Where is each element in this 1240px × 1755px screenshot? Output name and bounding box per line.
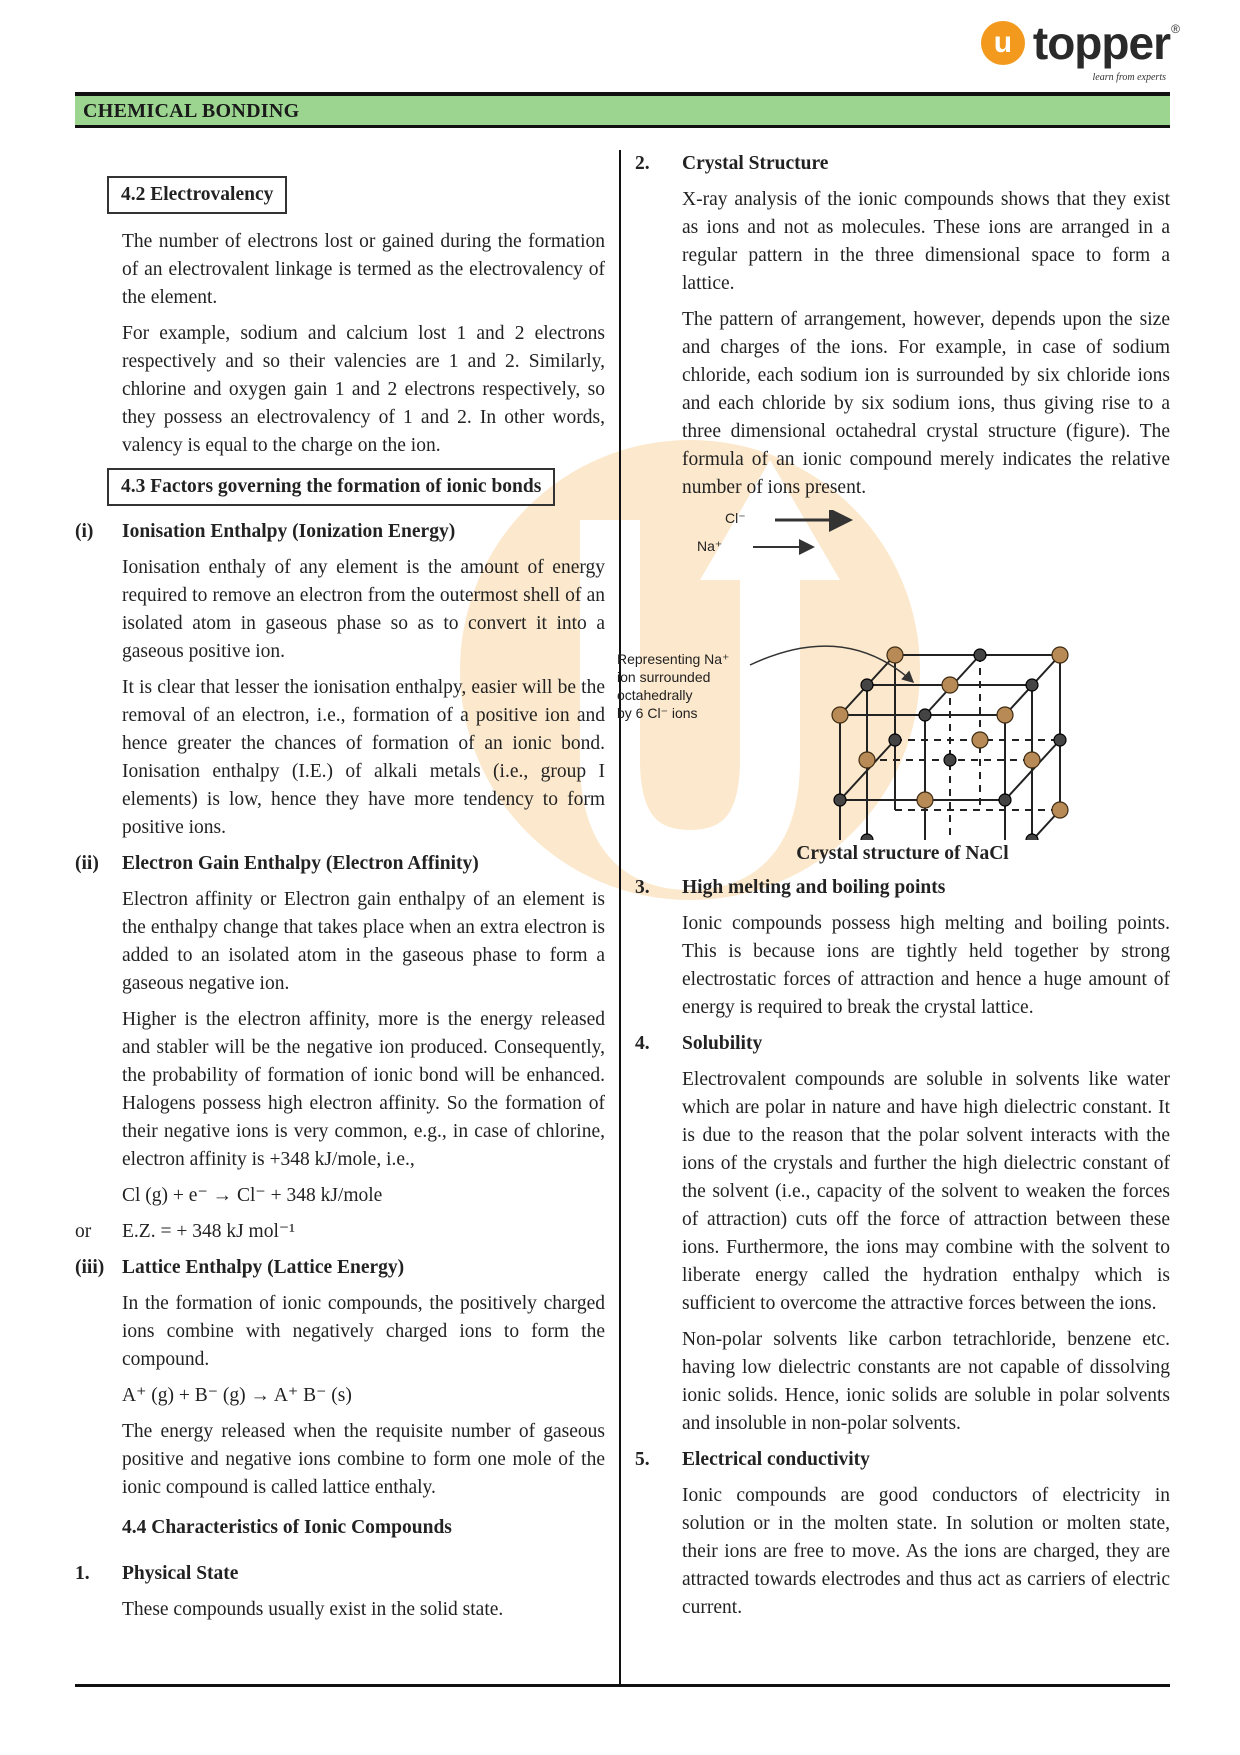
crystal-structure-intro: X-ray analysis of the ionic compounds shows that they exist as ions and not as molecules. These ions are arranged in a regular pattern in the three dimensional space to form a lattice. [682, 189, 1170, 294]
electron-affinity-equation: Cl (g) + e⁻ → Cl⁻ + 348 kJ/mole [122, 1185, 383, 1206]
right-column [617, 150, 1170, 1630]
lattice-enthalpy-intro: In the formation of ionic compounds, the positively charged ions combine with negatively charged ions to form the compound. [122, 1293, 605, 1370]
characteristic-1-heading [75, 1560, 605, 1588]
characteristic-4-title: Solubility [682, 1033, 763, 1054]
electron-affinity-explanation: Higher is the electron affinity, more is the energy released and stabler will be the negative ion produced. Consequently, the probability of formation of ionic bond will be enhanced. Halogens possess high electron affinity. So the formation of their negative ions is very common, e.g., in case of chlorine, electron affinity is +348 kJ/mole, i.e., [122, 1009, 605, 1170]
logo-badge-icon: u [981, 21, 1025, 65]
note-line: octahedrally [617, 687, 693, 703]
factor-iii-heading [75, 1254, 605, 1282]
characteristic-1-number: 1. [75, 1563, 90, 1584]
crystal-structure-explanation: The pattern of arrangement, however, depends upon the size and charges of the ions. For example, in case of sodium chloride, each sodium ion is surrounded by six chloride ions and each chloride by six sodium ions, thus giving rise to a three dimensional octahedral crystal structure (figure). The formula of an ionic compound merely indicates the relative number of ions present. [682, 309, 1170, 498]
characteristic-3-title: High melting and boiling points [682, 877, 946, 898]
characteristic-4-number: 4. [635, 1033, 650, 1054]
figure-caption: Crystal structure of NaCl [796, 843, 1009, 864]
nacl-crystal-figure [617, 510, 1170, 840]
solubility-polar-text: Electrovalent compounds are soluble in solvents like water which are polar in nature and have high dielectric constant. It is due to the reason that the polar solvent interacts with the ions of the crystals and further the high dielectric constant of the solvent (i.e., capacity of the solvent to weaken the forces of attraction) cuts off the force of attraction between these ions. Furthermore, the ions may combine with the solvent to liberate energy called the hydration enthalpy which is sufficient to overcome the attractive forces between the ions. [682, 1069, 1170, 1314]
logo-wordmark: topper [1032, 17, 1170, 69]
characteristic-1-title: Physical State [122, 1563, 239, 1584]
lattice-enthalpy-definition: The energy released when the requisite number of gaseous positive and negative ions combine to form one mole of the ionic compound is called lattice enthaly. [122, 1421, 605, 1498]
characteristic-5-title: Electrical conductivity [682, 1449, 870, 1470]
lattice-enthalpy-equation: A⁺ (g) + B⁻ (g) → A⁺ B⁻ (s) [122, 1385, 352, 1406]
column-divider [619, 150, 621, 1685]
factor-i-title: Ionisation Enthalpy (Ionization Energy) [122, 521, 456, 542]
factor-i-label: (i) [75, 521, 94, 542]
or-label: or [75, 1221, 92, 1242]
characteristic-5-heading [635, 1446, 1170, 1474]
solubility-nonpolar-text: Non-polar solvents like carbon tetrachloride, benzene etc. having low dielectric constants are not capable of dissolving ionic solids. Hence, ionic solids are soluble in polar solvents and insoluble in non-polar solvents. [682, 1329, 1170, 1434]
electrovalency-example: For example, sodium and calcium lost 1 and 2 electrons respectively and so their valencies are 1 and 2. Similarly, chlorine and oxygen gain 1 and 2 electrons respectively, so they possess an electrovalency of 1 and 2. In other words, valency is equal to the charge on the ion. [122, 323, 605, 456]
note-line: by 6 Cl⁻ ions [617, 705, 698, 721]
melting-point-text: Ionic compounds possess high melting and boiling points. This is because ions are tightly held together by strong electrostatic forces of attraction and hence a huge amount of energy is required to break the crystal lattice. [682, 913, 1170, 1018]
factor-iii-label: (iii) [75, 1257, 105, 1278]
electron-affinity-definition: Electron affinity or Electron gain enthalpy of an element is the enthalpy change that takes place when an extra electron is added to an isolated atom in the gaseous phase to form a gaseous negative ion. [122, 889, 605, 994]
electron-affinity-value: E.Z. = + 348 kJ mol⁻¹ [122, 1221, 296, 1242]
characteristic-2-number: 2. [635, 153, 650, 174]
left-column [75, 150, 605, 1632]
factor-iii-title: Lattice Enthalpy (Lattice Energy) [122, 1257, 405, 1278]
note-line: ion surrounded [617, 669, 711, 685]
physical-state-text: These compounds usually exist in the solid state. [122, 1599, 504, 1620]
chapter-header-bar [75, 92, 1170, 128]
characteristic-4-heading [635, 1030, 1170, 1058]
octahedral-note [617, 650, 729, 722]
electron-affinity-value-row [75, 1218, 605, 1246]
characteristic-3-number: 3. [635, 877, 650, 898]
logo-registered-mark: ® [1171, 22, 1180, 36]
factor-ii-title: Electron Gain Enthalpy (Electron Affinity) [122, 853, 479, 874]
section-4-3-title: 4.3 Factors governing the formation of ionic bonds [107, 468, 555, 506]
note-line: Representing Na⁺ [617, 651, 730, 667]
ionisation-enthalpy-explanation: It is clear that lesser the ionisation enthalpy, easier will be the removal of an electron, i.e., formation of a positive ion and hence greater the chances of formation of an ionic bond. Ionisation enthalpy (I.E.) of alkali metals (i.e., group I elements) is low, hence they have more tendency to form positive ions. [122, 677, 605, 838]
characteristic-5-number: 5. [635, 1449, 650, 1470]
chloride-ion-label: Cl⁻ [725, 510, 746, 526]
sodium-ion-label: Na⁺ [697, 538, 723, 554]
factor-ii-label: (ii) [75, 853, 99, 874]
topper-logo [981, 17, 1180, 83]
logo-tagline: learn from experts [1092, 72, 1166, 83]
electrovalency-definition: The number of electrons lost or gained during the formation of an electrovalent linkage is termed as the electrovalency of the element. [122, 231, 605, 308]
characteristic-2-heading [635, 150, 1170, 178]
page-bottom-rule [75, 1684, 1170, 1687]
factor-i-heading [75, 518, 605, 546]
ionisation-enthalpy-definition: Ionisation enthaly of any element is the amount of energy required to remove an electron from the outermost shell of an isolated atom in gaseous phase so as to convert it into a gaseous positive ion. [122, 557, 605, 662]
chapter-title: CHEMICAL BONDING [83, 100, 300, 122]
conductivity-text: Ionic compounds are good conductors of electricity in solution or in the molten state. In solution or molten state, their ions are free to move. As the ions are charged, they are attracted towards electrodes and thus act as carriers of electric current. [682, 1485, 1170, 1618]
characteristic-2-title: Crystal Structure [682, 153, 829, 174]
section-4-4-title: 4.4 Characteristics of Ionic Compounds [122, 1517, 452, 1538]
factor-ii-heading [75, 850, 605, 878]
section-4-2-title: 4.2 Electrovalency [107, 176, 287, 214]
characteristic-3-heading [635, 874, 1170, 902]
